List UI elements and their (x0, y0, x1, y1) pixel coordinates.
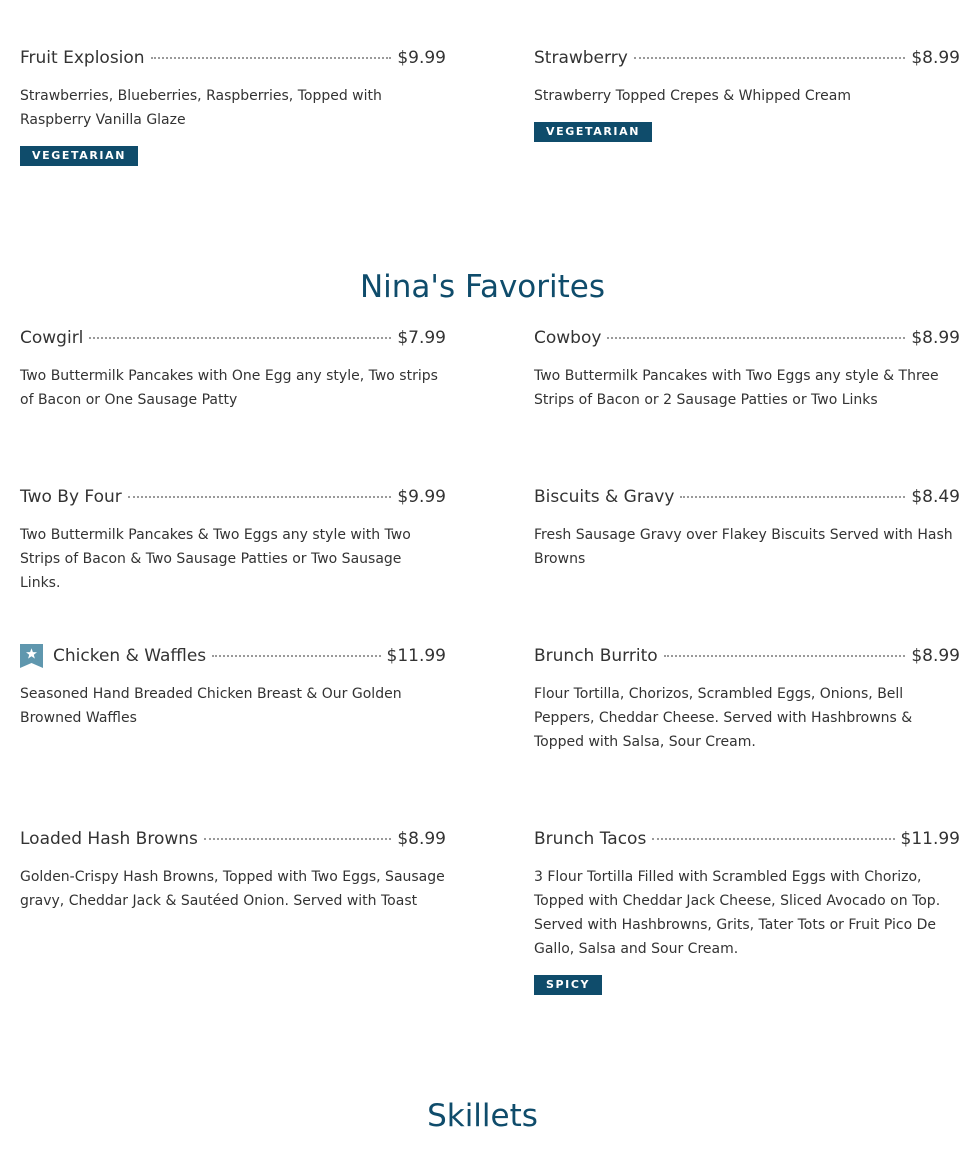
item-price: $8.99 (911, 646, 960, 666)
dotted-leader (204, 837, 391, 840)
item-price: $8.99 (911, 328, 960, 348)
item-description: Flour Tortilla, Chorizos, Scrambled Eggs, Onions, Bell Peppers, Cheddar Cheese. Served with Hashbrowns & Topped with Salsa, Sour Cream. (534, 686, 913, 750)
dotted-leader (634, 56, 906, 59)
menu-item-loaded-hash-browns (20, 827, 446, 913)
menu-item-brunch-tacos (534, 827, 960, 995)
item-price: $11.99 (900, 829, 960, 849)
dotted-leader (89, 336, 391, 339)
item-price: $8.99 (911, 48, 960, 68)
menu-item-chicken-waffles (20, 644, 446, 730)
menu-item-two-by-four (20, 485, 446, 595)
dotted-leader (128, 495, 392, 498)
item-name: Cowgirl (20, 328, 84, 348)
item-price: $9.99 (397, 487, 446, 507)
item-name: Brunch Burrito (534, 646, 658, 666)
item-description: 3 Flour Tortilla Filled with Scrambled Eggs with Chorizo, Topped with Cheddar Jack Cheese, Sliced Avocado on Top. Served with Hashbrowns, Grits, Tater Tots or Fruit Pico De Gallo, Salsa and Sour Cream. (534, 869, 941, 957)
item-description: Two Buttermilk Pancakes with One Egg any style, Two strips of Bacon or One Sausage Patty (20, 368, 438, 408)
item-name: Loaded Hash Browns (20, 829, 198, 849)
item-name: Brunch Tacos (534, 829, 647, 849)
menu-item-biscuits-gravy (534, 485, 960, 571)
item-price: $8.49 (911, 487, 960, 507)
item-name: Chicken & Waffles (53, 646, 207, 666)
item-description: Strawberries, Blueberries, Raspberries, Topped with Raspberry Vanilla Glaze (20, 88, 382, 128)
item-price: $7.99 (397, 328, 446, 348)
item-name: Strawberry (534, 48, 628, 68)
menu-item-cowgirl (20, 326, 446, 412)
menu-item-fruit-explosion (20, 46, 446, 166)
vegetarian-badge: VEGETARIAN (20, 146, 138, 166)
dotted-leader (652, 837, 894, 840)
dotted-leader (607, 336, 905, 339)
menu-item-strawberry (534, 46, 960, 142)
item-description: Fresh Sausage Gravy over Flakey Biscuits Served with Hash Browns (534, 527, 953, 567)
item-name: Cowboy (534, 328, 602, 348)
dotted-leader (680, 495, 905, 498)
item-price: $8.99 (397, 829, 446, 849)
featured-star-bookmark-icon (20, 644, 43, 668)
item-description: Two Buttermilk Pancakes with Two Eggs any style & Three Strips of Bacon or 2 Sausage Patties or Two Links (534, 368, 939, 408)
vegetarian-badge: VEGETARIAN (534, 122, 652, 142)
item-description: Golden-Crispy Hash Browns, Topped with Two Eggs, Sausage gravy, Cheddar Jack & Sautéed Onion. Served with Toast (20, 869, 445, 909)
dotted-leader (151, 56, 392, 59)
dotted-leader (212, 654, 380, 657)
item-price: $9.99 (397, 48, 446, 68)
section-title-ninas-favorites: Nina's Favorites (359, 269, 605, 305)
menu-item-cowboy (534, 326, 960, 412)
item-description: Seasoned Hand Breaded Chicken Breast & Our Golden Browned Waffles (20, 686, 402, 726)
item-name: Fruit Explosion (20, 48, 145, 68)
spicy-badge: SPICY (534, 975, 602, 995)
item-price: $11.99 (386, 646, 446, 666)
section-title-skillets: Skillets (427, 1098, 538, 1134)
item-name: Biscuits & Gravy (534, 487, 675, 507)
item-description: Two Buttermilk Pancakes & Two Eggs any style with Two Strips of Bacon & Two Sausage Patties or Two Sausage Links. (20, 527, 411, 591)
menu-item-brunch-burrito (534, 644, 960, 754)
item-name: Two By Four (20, 487, 122, 507)
item-description: Strawberry Topped Crepes & Whipped Cream (534, 88, 851, 104)
dotted-leader (664, 654, 906, 657)
